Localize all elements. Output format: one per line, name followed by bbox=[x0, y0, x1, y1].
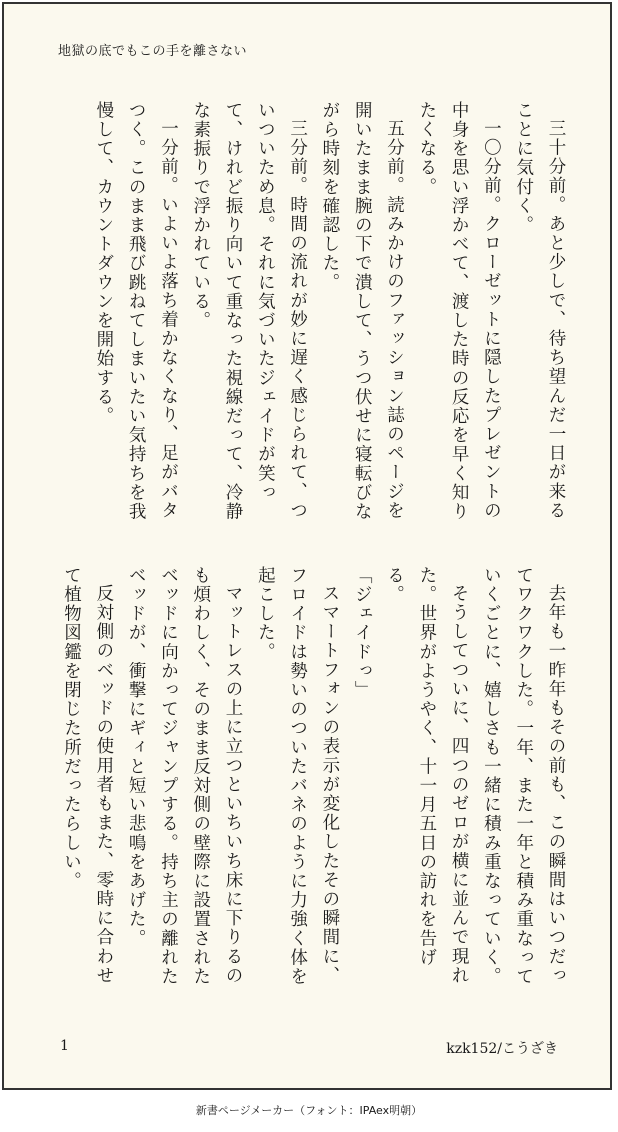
text-block-bottom bbox=[55, 566, 572, 1002]
paragraph: そうしてついに、四つのゼロが横に並んで現れた。世界がようやく、十一月五日の訪れを告げる。 bbox=[384, 566, 470, 985]
paragraph: 去年も一昨年もその前も、この瞬間はいつだってワクワクした。一年、また一年と積み重なっていくごとに、嬉しさも一緒に積み重なっていく。 bbox=[481, 566, 566, 987]
paragraph: 五分前。読みかけのファッション誌のページを開いたまま腕の下で潰して、うつ伏せに寝転びながら時刻を確認した。 bbox=[319, 101, 405, 522]
paragraph: スマートフォンの表示が変化したその瞬間に、フロイドは勢いのついたバネのように力強く体を起こした。 bbox=[255, 566, 340, 987]
paragraph: 三分前。時間の流れが妙に遅く感じられて、ついついため息。それに気づいたジェイドが笑って、けれど振り向いて重なった視線だって、冷静な素振りで浮かれている。 bbox=[190, 101, 308, 522]
author-credit: kzk152/こうざき bbox=[446, 1041, 558, 1057]
book-page bbox=[2, 2, 612, 1090]
paragraph: 一〇分前。クローゼットに隠したプレゼントの中身を思い浮かべて、渡した時の反応を早く知りたくなる。 bbox=[416, 101, 502, 522]
paragraph: マットレスの上に立つといちいち床に下りるのも煩わしく、そのまま反対側の壁際に設置されたベッドに向かってジャンプする。持ち主の離れたベッドが、衝撃にギィと短い悲鳴をあげた。 bbox=[126, 566, 244, 987]
generator-credit: 新書ページメーカー（フォント：IPAex明朝） bbox=[195, 1104, 423, 1117]
paragraph: 反対側のベッドの使用者もまた、零時に合わせて植物図鑑を閉じた所だったらしい。 bbox=[61, 566, 114, 985]
text-block-top bbox=[88, 101, 572, 537]
book-title: 地獄の底でもこの手を離さない bbox=[58, 44, 248, 59]
page-number: 1 bbox=[60, 1038, 69, 1054]
paragraph: 一分前。いよいよ落ち着かなくなり、足がバタつく。このまま飛び跳ねてしまいたい気持ちを我慢して、カウントダウンを開始する。 bbox=[93, 101, 179, 522]
dialogue-line: 「ジェイドっ」 bbox=[352, 566, 373, 700]
paragraph: 三十分前。あと少しで、待ち望んだ一日が来ることに気付く。 bbox=[513, 101, 566, 520]
